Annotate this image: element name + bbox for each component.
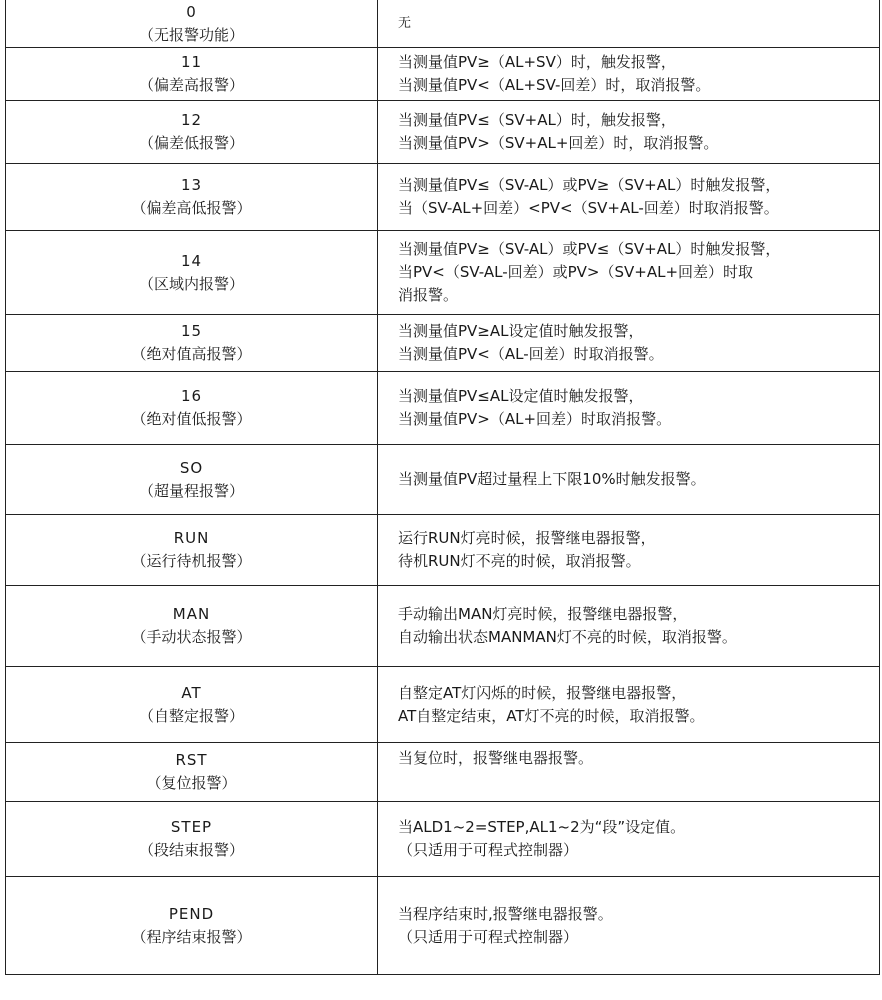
description-line: 无 (398, 16, 412, 31)
table-row (6, 101, 880, 164)
alarm-name: （超量程报警） (138, 481, 244, 500)
table-row (6, 667, 880, 743)
alarm-code-cell (6, 48, 378, 101)
alarm-name: （绝对值低报警） (131, 410, 252, 428)
description-line: 当测量值PV≥AL设定值时触发报警， (398, 322, 644, 340)
alarm-code-cell (6, 743, 378, 802)
alarm-code: 15 (180, 322, 203, 340)
table-row (6, 0, 880, 48)
alarm-name: （复位报警） (146, 774, 237, 792)
alarm-code-cell (6, 0, 378, 48)
table-row (6, 445, 880, 515)
alarm-name: （绝对值高报警） (131, 345, 252, 363)
description-line: 当PV<（SV-AL-回差）或PV>（SV+AL+回差）时取 (398, 263, 754, 281)
alarm-code-cell (6, 445, 378, 515)
alarm-code-cell (6, 802, 378, 877)
alarm-code: 16 (180, 387, 203, 405)
description-line: 待机RUN灯不亮的时候，取消报警。 (398, 552, 641, 570)
alarm-description-cell (378, 48, 880, 101)
table-row (6, 372, 880, 445)
alarm-description-cell (378, 515, 880, 586)
alarm-description-cell (378, 101, 880, 164)
table-row (6, 586, 880, 667)
alarm-description-cell (378, 743, 880, 802)
alarm-code: 12 (180, 111, 203, 129)
alarm-code: PEND (168, 904, 215, 923)
alarm-code-cell (6, 586, 378, 667)
alarm-code-cell (6, 101, 378, 164)
alarm-code: RUN (173, 529, 210, 547)
alarm-name: （程序结束报警） (131, 927, 252, 946)
table-row (6, 48, 880, 101)
alarm-name: （手动状态报警） (131, 628, 252, 646)
description-line: （只适用于可程式控制器） (398, 927, 579, 946)
alarm-code: STEP (170, 818, 213, 836)
description-line: 当测量值PV≥（AL+SV）时，触发报警， (398, 53, 676, 71)
alarm-description-cell (378, 802, 880, 877)
alarm-name: （区域内报警） (138, 274, 244, 293)
description-line: 当测量值PV≤AL设定值时触发报警， (398, 387, 644, 405)
description-line: 当测量值PV超过量程上下限10%时触发报警。 (398, 470, 706, 488)
description-line: 当测量值PV<（AL-回差）时取消报警。 (398, 345, 664, 363)
alarm-code: AT (181, 683, 202, 702)
alarm-code-cell (6, 372, 378, 445)
description-line: 当测量值PV>（SV+AL+回差）时，取消报警。 (398, 134, 719, 152)
description-line: 手动输出MAN灯亮时候，报警继电器报警， (398, 605, 688, 623)
alarm-name: （偏差高报警） (138, 76, 244, 94)
table-row (6, 315, 880, 372)
description-line: 自整定AT灯闪烁的时候，报警继电器报警， (398, 683, 687, 702)
description-line: 消报警。 (398, 286, 459, 304)
table-row (6, 877, 880, 975)
description-line: 当测量值PV≥（SV-AL）或PV≤（SV+AL）时触发报警， (398, 240, 781, 258)
alarm-name: （运行待机报警） (131, 552, 252, 570)
alarm-code-cell (6, 877, 378, 975)
alarm-description-cell (378, 667, 880, 743)
alarm-code: 0 (186, 2, 197, 21)
description-line: 当测量值PV<（AL+SV-回差）时，取消报警。 (398, 76, 711, 94)
description-line: 当测量值PV≤（SV-AL）或PV≥（SV+AL）时触发报警， (398, 176, 781, 194)
alarm-code-cell (6, 667, 378, 743)
description-line: 当复位时，报警继电器报警。 (398, 749, 594, 767)
alarm-code-cell (6, 231, 378, 315)
alarm-code: RST (175, 751, 208, 769)
description-line: 当程序结束时,报警继电器报警。 (398, 904, 613, 923)
alarm-mode-table (5, 0, 880, 975)
description-line: 当（SV-AL+回差）<PV<（SV+AL-回差）时取消报警。 (398, 199, 779, 217)
alarm-code: 11 (180, 53, 203, 71)
alarm-code: 14 (180, 251, 203, 270)
alarm-name: （偏差低报警） (138, 134, 244, 152)
alarm-description-cell (378, 0, 880, 48)
alarm-code: 13 (180, 176, 203, 194)
description-line: 运行RUN灯亮时候，报警继电器报警， (398, 529, 656, 547)
table-row (6, 743, 880, 802)
description-line: （只适用于可程式控制器） (398, 841, 579, 859)
table-row (6, 231, 880, 315)
alarm-description-cell (378, 586, 880, 667)
alarm-description-cell (378, 315, 880, 372)
alarm-code: MAN (172, 605, 211, 623)
alarm-code: SO (179, 458, 204, 477)
alarm-name: （自整定报警） (138, 706, 244, 725)
alarm-name: （段结束报警） (138, 841, 244, 859)
description-line: 当测量值PV≤（SV+AL）时，触发报警， (398, 111, 676, 129)
alarm-description-cell (378, 231, 880, 315)
alarm-description-cell (378, 164, 880, 231)
alarm-description-cell (378, 877, 880, 975)
description-line: 当ALD1~2=STEP,AL1~2为“段”设定值。 (398, 818, 686, 836)
description-line: 自动输出状态MANMAN灯不亮的时候，取消报警。 (398, 628, 737, 646)
table-row (6, 164, 880, 231)
alarm-description-cell (378, 445, 880, 515)
table-row (6, 515, 880, 586)
alarm-name: （偏差高低报警） (131, 199, 252, 217)
table-row (6, 802, 880, 877)
alarm-code-cell (6, 164, 378, 231)
description-line: 当测量值PV>（AL+回差）时取消报警。 (398, 410, 672, 428)
description-line: AT自整定结束，AT灯不亮的时候，取消报警。 (398, 706, 705, 725)
alarm-code-cell (6, 515, 378, 586)
alarm-name: （无报警功能） (138, 25, 244, 44)
alarm-description-cell (378, 372, 880, 445)
alarm-code-cell (6, 315, 378, 372)
